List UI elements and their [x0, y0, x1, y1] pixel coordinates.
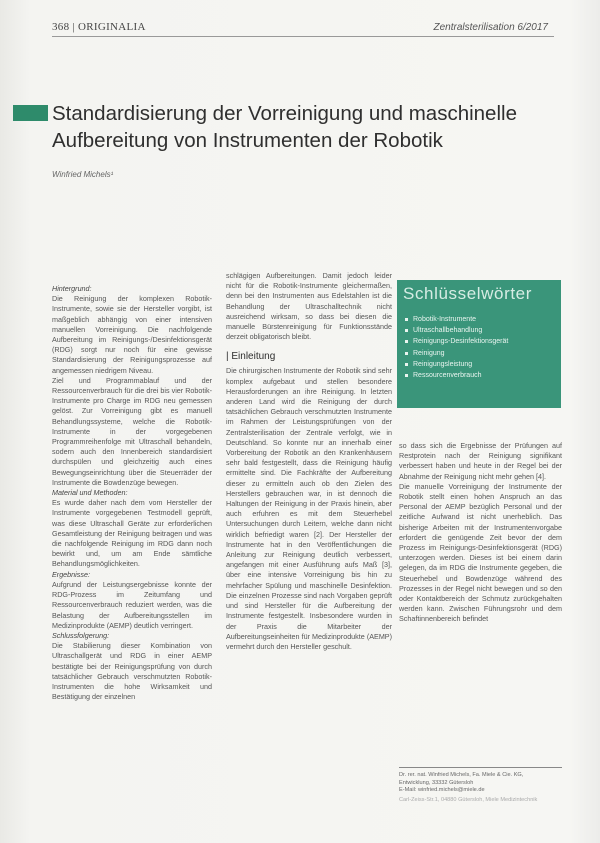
running-header-section: 368 | ORIGINALIA: [52, 21, 146, 33]
footnote-credit: Carl-Zeiss-Str.1, 04880 Gütersloh, Miele Medizintechnik: [399, 796, 538, 803]
label-hintergrund: Hintergrund:: [52, 284, 92, 293]
footnote: [399, 772, 562, 804]
keywords-list: [397, 314, 561, 381]
text-col3-p2: Die manuelle Vorreinigung der Instrumente der Robotik stellt einen hohen Anspruch an das Personal der AEMP bezüglich Personal und der zeitliche Aufwand ist nicht unerheblich. Das bisherige Arbeiten mit der Instrumentenvorgabe erfordert die genügende Zeit bevor der dem Prozess im Reinigungs-Desinfektionsgerät (RDG) unterzogen werden. Dieses ist bei einem darin gelegen, da im RDG die Instrumente gegeben, die Steuerhebel und Bowdenzüge während des Prozesses in der Regel nicht bewegen und so den oder Kontaktbereich der Schmutz zurückgehalten werden kann. Zwischen Führungsrohr und dem Schaftinnenbereich befindet: [399, 481, 562, 624]
abstract-column: [52, 284, 212, 702]
text-material: Es wurde daher nach dem vom Hersteller der Instrumente vorgegebenen Testmodell geprüft, was diese Ultraschall Geräte zur erforderlichen Gesamtleistung der Reinigung beitragen und was die nachfolgende Reinigung im RDG dann noch bewirkt und, um am Ende sämtliche Behandlungsmöglichkeiten.: [52, 498, 212, 569]
keywords-box: [397, 280, 561, 408]
label-ergebnisse: Ergebnisse:: [52, 569, 90, 579]
text-ergebnisse: Aufgrund der Leistungsergebnisse konnte der RDG-Prozess im Zeitumfang und Ressourcenverbrauch reduziert werden, was die Belastung der Aufbereitungsstellen im Medizinprodukte (AEMP) deutlich verringert.: [52, 579, 212, 630]
text-col3-p1: so dass sich die Ergebnisse der Prüfungen auf Restprotein nach der Reinigung signifikant verbessert haben und heute in der Regel bei der Abnahme der Reinigung nicht mehr gehen [4].: [399, 441, 562, 481]
keyword-item: Ressourcenverbrauch: [397, 370, 561, 381]
footnote-line: Dr. rer. nat. Winfried Michels, Fa. Miele & Cie. KG,: [399, 772, 524, 778]
text-hintergrund: Die Reinigung der komplexen Robotik-Instrumente, sowie sie der Hersteller vorgibt, ist maßgeblich abhängig von einer intensiven manuellen Vorreinigung. Die nachfolgende Aufbereitung im Reinigungs-/Desinfektionsgerät (RDG) sorgt nur noch für eine gewisse Standardisierung der Reinigungsprozesse auf angemessen niedrigem Niveau.: [52, 294, 212, 375]
keyword-item: Robotik-Instrumente: [397, 314, 561, 325]
footnote-line: E-Mail: winfried.michels@miele.de: [399, 787, 485, 794]
label-material: Material und Methoden:: [52, 488, 128, 498]
text-abstract-continued: schlägigen Aufbereitungen. Damit jedoch leider nicht für die Robotik-Instrumente gleichermaßen, denn bei den Instrumenten aus Edelstahlen ist die Behandlung der Ultraschalltechnik nicht ausreichend wirksam, so dass bei diesen die manuelle Bürstenreinigung für Funktionsstände derzeit obligatorisch bleibt.: [226, 271, 392, 342]
label-schlussfolgerung: Schlussfolgerung:: [52, 630, 110, 640]
article-author: Winfried Michels¹: [52, 170, 114, 179]
article-title: Standardisierung der Vorreinigung und maschinelle Aufbereitung von Instrumenten der Robotik: [52, 102, 517, 152]
body-column-3: [399, 441, 562, 625]
keyword-item: Reinigungsleistung: [397, 359, 561, 370]
text-einleitung: Die chirurgischen Instrumente der Robotik sind sehr komplex aufgebaut und stellen besondere Herausforderungen an ihre Reinigung. In letzten anderen Land wird die Reinigung der durch tatsächlichen Gebrauch verschmutzten Instrumente im Rahmen der Leistungsprüfungen von der Zentralsterilisation der Zentrale verfolgt, wie in Deutschland. So konnte nur an innerhalb einer Vorbereitung der Robotik an den Krankenhäusern sehr bald festgestellt, dass die Reinigung häufig ermittelte sind. Die Fachkräfte der Aufbereitung dieser zu ermitteln auch ob den Zielen des Herstellers gebrauchen war, in ist dennoch die Haltungen der Reinigung in der Praxis hinein, aber auch erfuhren es mit dem Steuerhebel Untersuchungen durch Leitern, welche dann nicht wirklich befriedigt waren [2]. Der Hersteller der Instrumente hat in den Veröffentlichungen die Anleitung zur Reinigung deutlich verbessert, angefangen mit einer Ausführung aufs Maß [3], über eine intensive Vorreinigung bis hin zu mehrfacher Spülung und maschinelle Desinfektion. Die einzelnen Prozesse sind nach Vorgaben geprüft und sind Hersteller für die Aufbereitung der Instrumente festgestellt. Insbesondere wurden in der Praxis die Mitarbeiter der Aufbereitungseinheiten für Medizinprodukte (AEMP) vermehrt durch den Hersteller geschult.: [226, 366, 392, 651]
keywords-title: Schlüsselwörter: [403, 284, 532, 303]
body-column-2: [226, 271, 392, 652]
title-accent-bar: [13, 105, 48, 121]
header-rule: [52, 36, 554, 37]
text-ziel: Ziel und Programmablauf und der Ressourcenverbrauch für die drei bis vier Robotik-Instrumente pro Charge im RDG neu gemessen gelöst. Zur Vorreinigung gibt es manuell Behandlungssysteme, welche die Robotik-Instrumente in der vorgegebenen Programmreihenfolge mit Ultraschall behandeln, sodern auch den Innenbereich standardisiert durchspülen und gleichzeitig auch eines Bewegungseinrichtung über die Steuerräder der Instrumente die Bowdenzüge bewegen.: [52, 375, 212, 487]
keyword-item: Ultraschallbehandlung: [397, 325, 561, 336]
section-heading-einleitung: | Einleitung: [226, 351, 276, 363]
text-schlussfolgerung: Die Stabilierung dieser Kombination von Ultraschallgerät und RDG in einer AEMP bestätigte bei der Reinigungsprüfung von durch tatsächlicher Gebrauch verschmutzten Robotik-Instrumenten die hohe Wirksamkeit und Bestätigung der einzelnen: [52, 641, 212, 702]
footnote-rule: [399, 767, 562, 768]
running-header-journal: Zentralsterilisation 6/2017: [433, 22, 548, 33]
footnote-line: Entwicklung, 33332 Gütersloh: [399, 779, 474, 786]
keyword-item: Reinigungs-Desinfektionsgerät: [397, 336, 561, 347]
keyword-item: Reinigung: [397, 348, 561, 359]
